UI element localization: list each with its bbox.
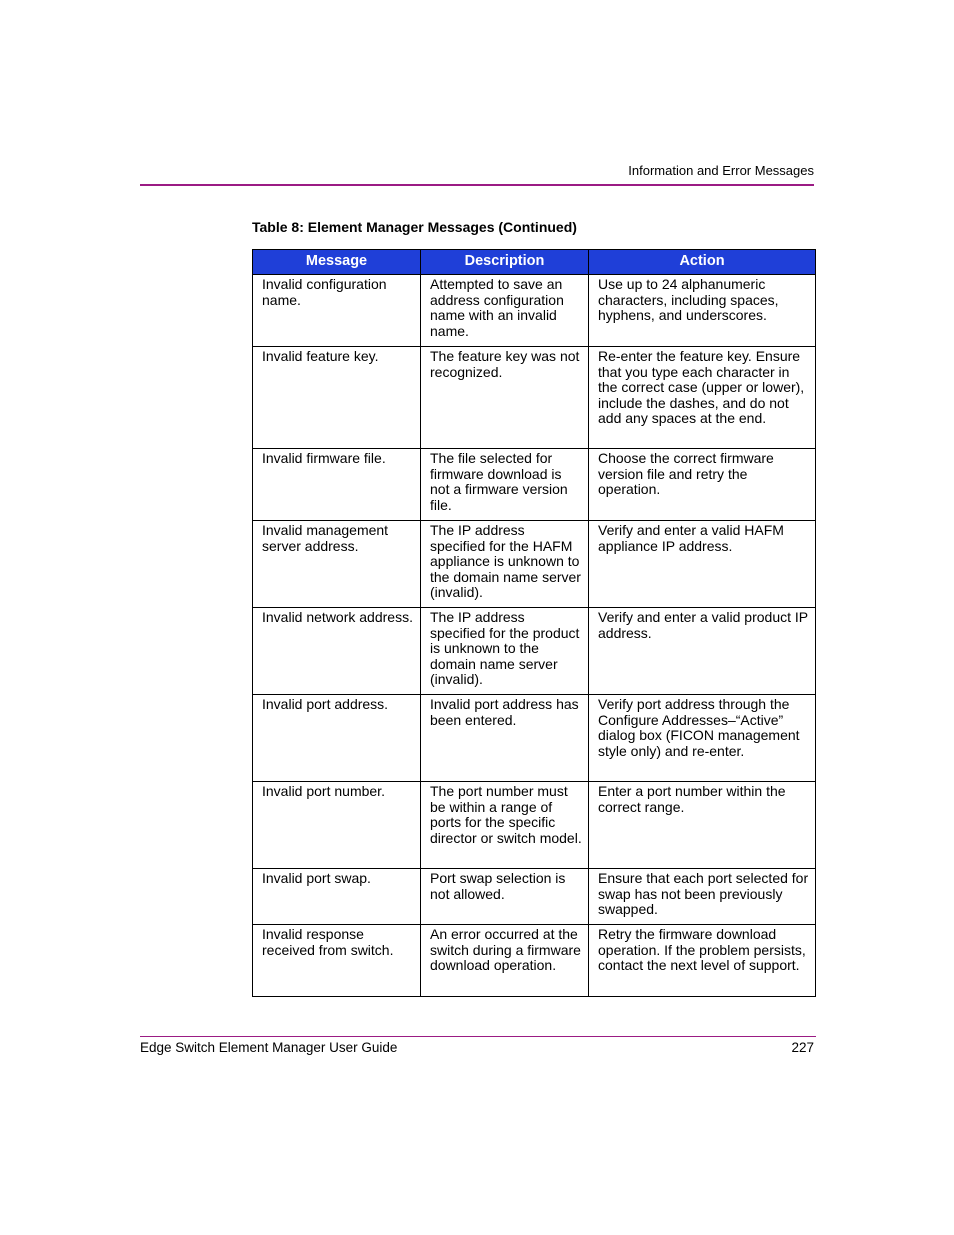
action-cell: Retry the firmware download operation. If the problem persists, contact the next level of support.	[589, 925, 816, 997]
message-cell: Invalid port swap.	[253, 869, 421, 925]
message-cell: Invalid port address.	[253, 695, 421, 782]
description-cell: Invalid port address has been entered.	[421, 695, 589, 782]
table-row	[253, 608, 816, 695]
footer-guide-title: Edge Switch Element Manager User Guide	[140, 1040, 398, 1055]
table-header-row	[253, 250, 816, 275]
message-cell: Invalid response received from switch.	[253, 925, 421, 997]
message-cell: Invalid network address.	[253, 608, 421, 695]
description-cell: An error occurred at the switch during a firmware download operation.	[421, 925, 589, 997]
action-cell: Use up to 24 alphanumeric characters, including spaces, hyphens, and underscores.	[589, 275, 816, 347]
action-cell: Re-enter the feature key. Ensure that you type each character in the correct case (upper or lower), include the dashes, and do not add any spaces at the end.	[589, 347, 816, 449]
action-cell: Verify and enter a valid HAFM appliance IP address.	[589, 521, 816, 608]
action-cell: Choose the correct firmware version file and retry the operation.	[589, 449, 816, 521]
action-cell: Enter a port number within the correct range.	[589, 782, 816, 869]
description-cell: Port swap selection is not allowed.	[421, 869, 589, 925]
message-cell: Invalid feature key.	[253, 347, 421, 449]
table-row	[253, 695, 816, 782]
header-rule	[140, 184, 814, 186]
message-cell: Invalid configuration name.	[253, 275, 421, 347]
action-cell: Verify and enter a valid product IP address.	[589, 608, 816, 695]
message-cell: Invalid port number.	[253, 782, 421, 869]
message-cell: Invalid management server address.	[253, 521, 421, 608]
table-row	[253, 782, 816, 869]
table-title: Table 8: Element Manager Messages (Continued)	[252, 219, 577, 235]
messages-table	[252, 249, 816, 997]
column-header-action: Action	[589, 250, 816, 275]
description-cell: The file selected for firmware download is not a firmware version file.	[421, 449, 589, 521]
column-header-description: Description	[421, 250, 589, 275]
message-cell: Invalid firmware file.	[253, 449, 421, 521]
description-cell: The feature key was not recognized.	[421, 347, 589, 449]
table-row	[253, 521, 816, 608]
footer-rule	[140, 1036, 816, 1037]
action-cell: Ensure that each port selected for swap has not been previously swapped.	[589, 869, 816, 925]
table-row	[253, 275, 816, 347]
table-row	[253, 869, 816, 925]
table-row	[253, 347, 816, 449]
description-cell: Attempted to save an address configuration name with an invalid name.	[421, 275, 589, 347]
action-cell: Verify port address through the Configure Addresses–“Active” dialog box (FICON management style only) and re-enter.	[589, 695, 816, 782]
running-head: Information and Error Messages	[628, 163, 814, 178]
description-cell: The IP address specified for the product is unknown to the domain name server (invalid).	[421, 608, 589, 695]
description-cell: The port number must be within a range of ports for the specific director or switch model.	[421, 782, 589, 869]
page-number: 227	[791, 1040, 814, 1055]
table-row	[253, 925, 816, 997]
description-cell: The IP address specified for the HAFM appliance is unknown to the domain name server (invalid).	[421, 521, 589, 608]
table-row	[253, 449, 816, 521]
column-header-message: Message	[253, 250, 421, 275]
